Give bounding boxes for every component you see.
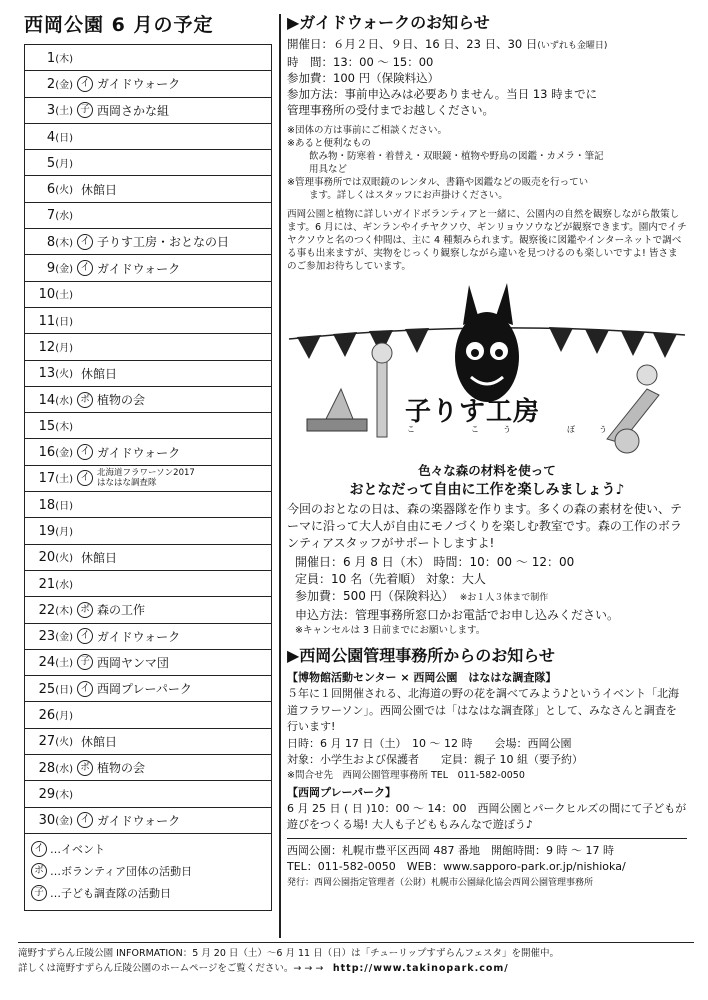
calendar-row — [25, 255, 271, 281]
calendar-date: 8(木) — [46, 234, 73, 250]
column-divider — [279, 14, 281, 938]
guide-how-2: 管理事務所の受付までお越しください。 — [287, 103, 494, 117]
calendar-row — [25, 729, 271, 755]
calendar-row — [25, 545, 271, 571]
calendar-event: 西岡さかな組 — [97, 103, 170, 118]
category-badge: 子 — [77, 654, 93, 670]
calendar-row — [25, 45, 271, 71]
footer-link-line: 詳しくは滝野すずらん丘陵公園のホームページをご覧ください。→ → → http://www.takinopark.com/ — [18, 963, 509, 974]
workshop-apply: 申込方法：管理事務所窓口かお電話でお申し込みください。 — [295, 608, 620, 622]
calendar-date: 28(水) — [38, 760, 73, 776]
calendar-date: 11(日) — [38, 313, 73, 329]
hanahana-heading: 【博物館活動センター × 西岡公園 はなはな調査隊】 — [287, 671, 557, 684]
calendar-date: 29(木) — [38, 786, 73, 802]
calendar-event: 植物の会 — [97, 393, 146, 407]
calendar-row — [25, 282, 271, 308]
category-badge: イ — [77, 681, 93, 697]
footer-url-link[interactable]: http://www.takinopark.com/ — [332, 963, 509, 974]
playpark-description: 6 月 25 日 ( 日 )10：00 ～ 14：00 西岡公園とパークヒルズの間にて子どもが遊びをつくる場! 大人も子どももみんなで遊ぼう♪ — [287, 801, 687, 831]
guide-time: 時 間：13：00 ～ 15：00 — [287, 55, 434, 69]
legend-label: …子ども調査隊の活動日 — [50, 886, 171, 900]
calendar-event: ガイドウォーク — [97, 629, 181, 644]
footer — [18, 942, 694, 976]
workshop-logo-ruby: こ こう ぼう — [407, 425, 631, 434]
right-column — [287, 10, 687, 891]
calendar-date: 12(月) — [38, 339, 73, 355]
calendar-date: 6(火) — [46, 182, 73, 198]
calendar-event: 休館日 — [81, 734, 118, 749]
category-badge: ボ — [31, 863, 47, 879]
calendar-row — [25, 361, 271, 387]
playpark-heading: 【西岡プレーパーク】 — [287, 785, 397, 799]
calendar-date: 2(金) — [46, 76, 73, 92]
workshop-tagline-1: 色々な森の材料を使って — [418, 463, 556, 478]
calendar-legend — [24, 834, 272, 911]
calendar-date: 15(木) — [38, 418, 73, 434]
calendar-date: 18(日) — [38, 497, 73, 513]
calendar-event: 子りす工房・おとなの日 — [97, 235, 230, 250]
guide-note: 飲み物・防寒着・着替え・双眼鏡・植物や野鳥の図鑑・カメラ・筆記 — [309, 151, 604, 162]
legend-item — [31, 860, 265, 882]
calendar-date: 13(火) — [38, 366, 73, 382]
workshop-logo: 子りす工房 — [405, 397, 541, 427]
office-publisher: 発行：西岡公園指定管理者（公財）札幌市公園緑化協会西岡公園管理事務所 — [287, 877, 594, 888]
category-badge: ボ — [77, 602, 93, 618]
calendar-date: 23(金) — [38, 629, 73, 645]
calendar-event: 北海道フラワーソン2017 はなはな調査隊 — [97, 468, 195, 489]
calendar-date: 16(金) — [38, 445, 73, 461]
calendar-date: 22(木) — [38, 602, 73, 618]
calendar-row — [25, 308, 271, 334]
calendar-date: 17(土) — [38, 471, 73, 487]
legend-item — [31, 838, 265, 860]
hanahana-date: 日時：6 月 17 日（土） 10 ～ 12 時 会場：西岡公園 — [287, 736, 572, 750]
office-tel-web: TEL：011-582-0050 WEB：www.sapporo-park.or.jp/nishioka/ — [287, 859, 626, 873]
category-badge: イ — [77, 260, 93, 276]
calendar-row — [25, 781, 271, 807]
calendar-row — [25, 518, 271, 544]
calendar-event: 植物の会 — [97, 761, 146, 776]
calendar-row — [25, 650, 271, 676]
calendar-event: 休館日 — [81, 366, 118, 381]
category-badge: イ — [77, 470, 93, 486]
calendar-date: 30(金) — [38, 813, 73, 829]
calendar-table — [24, 44, 272, 834]
legend-label: …イベント — [50, 842, 105, 856]
calendar-event: ガイドウォーク — [97, 77, 181, 92]
office-contact-box — [287, 838, 687, 892]
guide-fee: 参加費：100 円（保険料込） — [287, 71, 440, 85]
guide-date: 開催日：６月２日、９日、16 日、23 日、30 日(いずれも金曜日) — [287, 37, 608, 51]
hanahana-description: ５年に１回開催される、北海道の野の花を調べてみよう♪というイベント「北海道フラワーソン」。西岡公園では「はなはな調査隊」として、みなさんと調査を行います! — [287, 687, 680, 733]
calendar-row — [25, 702, 271, 728]
calendar-row — [25, 387, 271, 413]
calendar-event: ガイドウォーク — [97, 813, 181, 828]
calendar-event: 西岡プレーパーク — [97, 682, 192, 697]
calendar-row — [25, 176, 271, 202]
calendar-date: 4(日) — [46, 129, 73, 145]
calendar-row — [25, 229, 271, 255]
calendar-title: 西岡公園 6 月の予定 — [24, 14, 214, 36]
calendar-event: 休館日 — [81, 550, 118, 565]
calendar-row — [25, 150, 271, 176]
legend-item — [31, 882, 265, 904]
guide-note: ※管理事務所では双眼鏡のレンタル、書籍や図鑑などの販売を行ってい — [287, 177, 589, 188]
office-address: 西岡公園：札幌市豊平区西岡 487 番地 開館時間：9 時 ～ 17 時 — [287, 843, 614, 857]
category-badge: ボ — [77, 392, 93, 408]
calendar-row — [25, 624, 271, 650]
calendar-row — [25, 676, 271, 702]
category-badge: イ — [77, 628, 93, 644]
calendar-date: 7(水) — [46, 208, 73, 224]
calendar-row — [25, 124, 271, 150]
calendar-date: 10(土) — [38, 287, 73, 303]
calendar-row — [25, 71, 271, 97]
calendar-row — [25, 808, 271, 834]
category-badge: イ — [31, 841, 47, 857]
calendar-date: 21(水) — [38, 576, 73, 592]
guide-how-1: 参加方法：事前申込みは必要ありません。当日 13 時までに — [287, 87, 598, 101]
category-badge: ボ — [77, 760, 93, 776]
calendar-date: 20(火) — [38, 550, 73, 566]
category-badge: イ — [77, 812, 93, 828]
calendar-date: 27(火) — [38, 734, 73, 750]
guide-notes — [287, 124, 687, 202]
calendar-row — [25, 413, 271, 439]
workshop-capacity: 定員：10 名（先着順） 対象：大人 — [295, 572, 486, 586]
workshop-illustration — [287, 279, 687, 459]
guide-walk-heading: ▶ガイドウォークのお知らせ — [287, 13, 490, 32]
calendar-event: ガイドウォーク — [97, 445, 181, 460]
category-badge: 子 — [77, 102, 93, 118]
office-heading: ▶西岡公園管理事務所からのお知らせ — [287, 646, 555, 665]
calendar-row — [25, 203, 271, 229]
calendar-date: 26(月) — [38, 708, 73, 724]
category-badge: イ — [77, 444, 93, 460]
workshop-info — [287, 554, 687, 637]
guide-note: ※あると便利なもの — [287, 138, 371, 149]
calendar-row — [25, 466, 271, 492]
guide-description: 西岡公園と植物に詳しいガイドボランティアと一緒に、公園内の自然を観察しながら散策します。6 月には、ギンランやイチヤクソウ、ギンリョウソウなどが観察できます。園内でイチヤクソウと名のつく仲間は、主に 4 種類みられます。観察後に図鑑やインターネットで調べる事も出来ますが、実物をじっくり観察しながら違いを見つけるのも楽しいですよ! 皆さまのご参加お待ちしています。 — [287, 209, 687, 272]
calendar-row — [25, 597, 271, 623]
legend-label: …ボランティア団体の活動日 — [50, 864, 193, 878]
workshop-date: 開催日：6 月 8 日（木） 時間：10：00 ～ 12：00 — [295, 555, 575, 569]
calendar-row — [25, 98, 271, 124]
calendar-row — [25, 571, 271, 597]
calendar-event: 森の工作 — [97, 603, 146, 618]
workshop-description: 今回のおとなの日は、森の楽器隊を作ります。多くの森の素材を使い、テーマに沿って大人が自由にモノづくりを楽しむ教室です。森の工作のボランティアスタッフがサポートしますよ! — [287, 502, 683, 550]
footer-info: 滝野すずらん丘陵公園 INFORMATION：5 月 20 日（土）～6 月 11 日（日）は「チューリップすずらんフェスタ」を開催中。 — [18, 948, 560, 959]
category-badge: イ — [77, 234, 93, 250]
guide-note: ます。詳しくはスタッフにお声掛けください。 — [309, 190, 508, 201]
calendar-date: 1(木) — [46, 50, 73, 66]
calendar-row — [25, 492, 271, 518]
workshop-fee: 参加費：500 円（保険料込） ※お１人３体まで制作 — [295, 589, 549, 603]
calendar-event: 西岡ヤンマ団 — [97, 655, 169, 670]
workshop-cancel: ※キャンセルは 3 日前までにお願いします。 — [295, 625, 486, 636]
calendar-date: 14(水) — [38, 392, 73, 408]
hanahana-target: 対象：小学生および保護者 定員：親子 10 組（要予約） — [287, 753, 583, 766]
guide-note: 用具など — [309, 164, 348, 175]
guide-note: ※団体の方は事前にご相談ください。 — [287, 125, 447, 136]
calendar-event: 休館日 — [81, 182, 118, 197]
calendar-row — [25, 439, 271, 465]
calendar-date: 5(月) — [46, 155, 73, 171]
calendar-date: 19(月) — [38, 523, 73, 539]
calendar-event: ガイドウォーク — [97, 261, 181, 276]
workshop-tagline-2: おとなだって自由に工作を楽しみましょう♪ — [349, 482, 625, 498]
category-badge: イ — [77, 76, 93, 92]
calendar-date: 3(土) — [46, 103, 73, 119]
calendar-date: 9(金) — [46, 261, 73, 277]
calendar-row — [25, 755, 271, 781]
calendar-date: 25(日) — [38, 681, 73, 697]
calendar-date: 24(土) — [38, 655, 73, 671]
category-badge: 子 — [31, 885, 47, 901]
hanahana-contact: ※問合せ先 西岡公園管理事務所 TEL 011-582-0050 — [287, 769, 525, 781]
calendar-row — [25, 334, 271, 360]
calendar — [24, 10, 272, 911]
